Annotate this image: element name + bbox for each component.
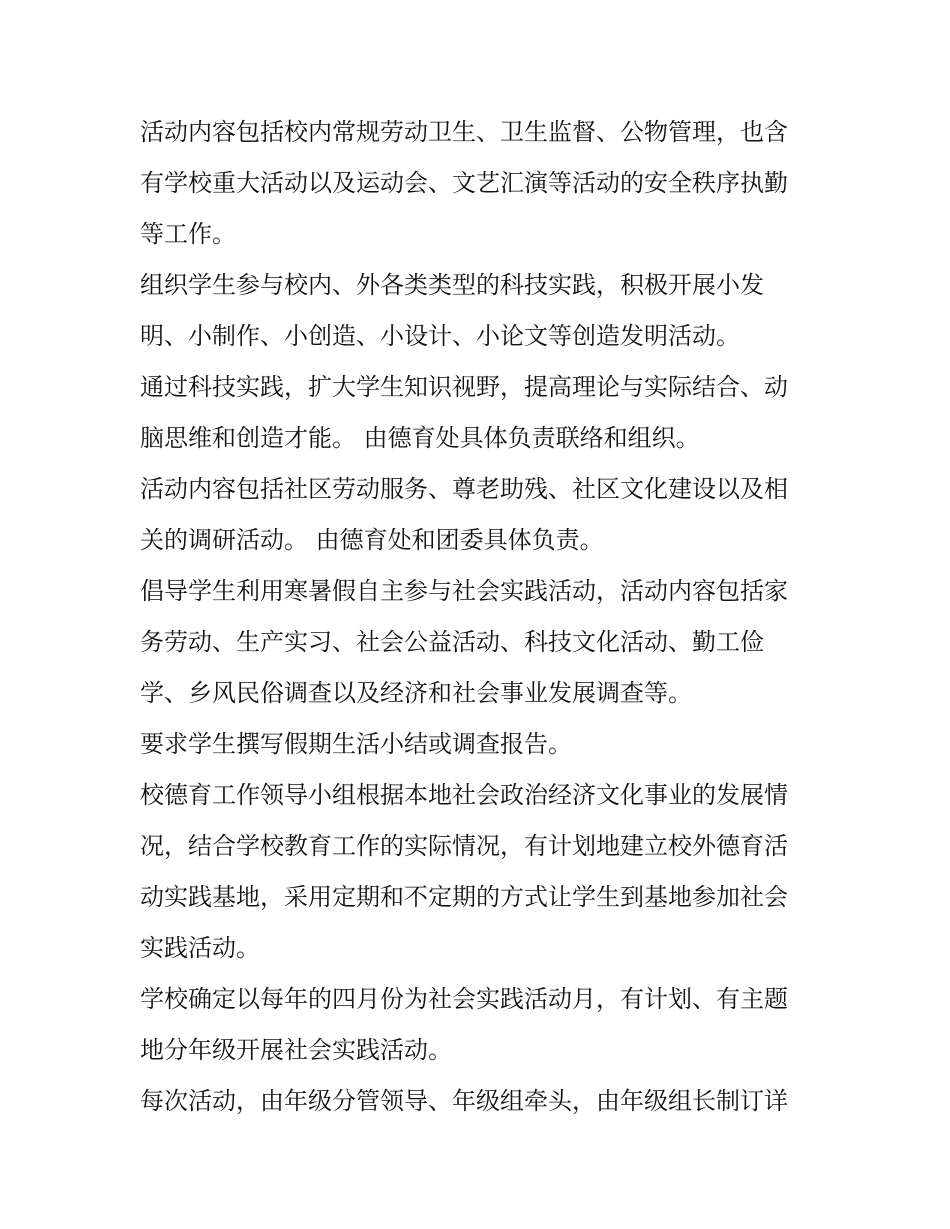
text-line: 脑思维和创造才能。 由德育处具体负责联络和组织。 (140, 424, 700, 452)
text-line: 校德育工作领导小组根据本地社会政治经济文化事业的发展情 (140, 781, 788, 809)
paragraph-tech-goals (140, 362, 820, 464)
text-line: 务劳动、生产实习、社会公益活动、科技文化活动、勤工俭 (140, 628, 764, 656)
text-line: 等工作。 (140, 220, 236, 248)
paragraph-labor-activities (140, 107, 820, 260)
paragraph-community-service (140, 464, 820, 566)
text-line: 要求学生撰写假期生活小结或调查报告。 (140, 730, 572, 758)
paragraph-practice-base (140, 770, 820, 974)
text-line: 每次活动，由年级分管领导、年级组牵头，由年级组长制订详 (140, 1087, 788, 1115)
text-line: 动实践基地，采用定期和不定期的方式让学生到基地参加社会 (140, 883, 788, 911)
text-line: 况，结合学校教育工作的实际情况，有计划地建立校外德育活 (140, 832, 788, 860)
paragraph-tech-practice (140, 260, 820, 362)
paragraph-report-requirement (140, 719, 820, 770)
paragraph-vacation-practice (140, 566, 820, 719)
paragraph-activity-organization (140, 1076, 820, 1127)
text-line: 有学校重大活动以及运动会、文艺汇演等活动的安全秩序执勤 (140, 169, 788, 197)
text-line: 通过科技实践，扩大学生知识视野，提高理论与实际结合、动 (140, 373, 788, 401)
text-line: 关的调研活动。 由德育处和团委具体负责。 (140, 526, 604, 554)
text-line: 活动内容包括校内常规劳动卫生、卫生监督、公物管理，也含 (140, 118, 788, 146)
paragraph-practice-month (140, 974, 820, 1076)
text-line: 地分年级开展社会实践活动。 (140, 1036, 452, 1064)
text-line: 活动内容包括社区劳动服务、尊老助残、社区文化建设以及相 (140, 475, 788, 503)
text-line: 学校确定以每年的四月份为社会实践活动月，有计划、有主题 (140, 985, 788, 1013)
text-line: 明、小制作、小创造、小设计、小论文等创造发明活动。 (140, 322, 740, 350)
text-line: 倡导学生利用寒暑假自主参与社会实践活动，活动内容包括家 (140, 577, 788, 605)
text-line: 组织学生参与校内、外各类类型的科技实践，积极开展小发 (140, 271, 764, 299)
text-line: 学、乡风民俗调查以及经济和社会事业发展调查等。 (140, 679, 692, 707)
document-body (140, 107, 820, 1127)
text-line: 实践活动。 (140, 934, 260, 962)
